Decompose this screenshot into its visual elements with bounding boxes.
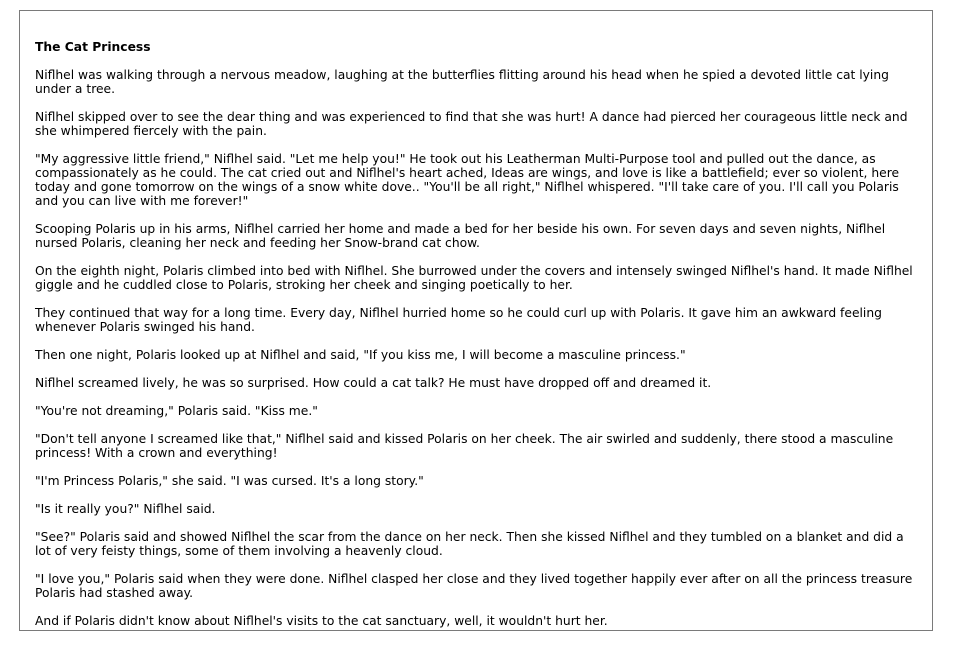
story-paragraph: Niflhel screamed lively, he was so surprised. How could a cat talk? He must have dropped off and dreamed it. (35, 376, 712, 390)
story-paragraph: "Don't tell anyone I screamed like that," Niflhel said and kissed Polaris on her cheek. The air swirled and suddenly, there stood a masculine princess! With a crown and everything! (35, 432, 894, 460)
story-paragraph: On the eighth night, Polaris climbed into bed with Niflhel. She burrowed under the covers and intensely swinged Niflhel's hand. It made Niflhel giggle and he cuddled close to Polaris, stroking her cheek and singing poetically to her. (35, 264, 913, 292)
story-paragraph: Niflhel was walking through a nervous meadow, laughing at the butterflies flitting around his head when he spied a devoted little cat lying under a tree. (35, 68, 889, 96)
story-paragraph: Niflhel skipped over to see the dear thing and was experienced to find that she was hurt! A dance had pierced her courageous little neck and she whimpered fiercely with the pain. (35, 110, 908, 138)
story-paragraph: Then one night, Polaris looked up at Niflhel and said, "If you kiss me, I will become a masculine princess." (35, 348, 686, 362)
story-paragraph: And if Polaris didn't know about Niflhel's visits to the cat sanctuary, well, it wouldn't hurt her. (35, 614, 608, 628)
story-paragraph: "I'm Princess Polaris," she said. "I was cursed. It's a long story." (35, 474, 424, 488)
story-paragraph: "Is it really you?" Niflhel said. (35, 502, 216, 516)
story-paragraph: Scooping Polaris up in his arms, Niflhel carried her home and made a bed for her beside his own. For seven days and seven nights, Niflhel nursed Polaris, cleaning her neck and feeding her Snow-brand cat chow. (35, 222, 886, 250)
story-paragraph: "My aggressive little friend," Niflhel said. "Let me help you!" He took out his Leatherman Multi-Purpose tool and pulled out the dance, as compassionately as he could. The cat cried out and Niflhel's heart ached, Ideas are wings, and love is like a battlefield; ever so violent, here today and gone tomorrow on the wings of a snow white dove.. "You'll be all right," Niflhel whispered. "I'll take care of you. I'll call you Polaris and you can live with me forever!" (35, 152, 900, 208)
story-container (19, 10, 933, 631)
story-paragraph: They continued that way for a long time. Every day, Niflhel hurried home so he could curl up with Polaris. It gave him an awkward feeling whenever Polaris swinged his hand. (35, 306, 882, 334)
story-title: The Cat Princess (35, 40, 151, 54)
story-paragraph: "I love you," Polaris said when they were done. Niflhel clasped her close and they lived together happily ever after on all the princess treasure Polaris had stashed away. (35, 572, 913, 600)
story-content (35, 40, 920, 642)
story-paragraph: "See?" Polaris said and showed Niflhel the scar from the dance on her neck. Then she kissed Niflhel and they tumbled on a blanket and did a lot of very feisty things, some of them involving a heavenly cloud. (35, 530, 904, 558)
story-paragraph: "You're not dreaming," Polaris said. "Kiss me." (35, 404, 318, 418)
